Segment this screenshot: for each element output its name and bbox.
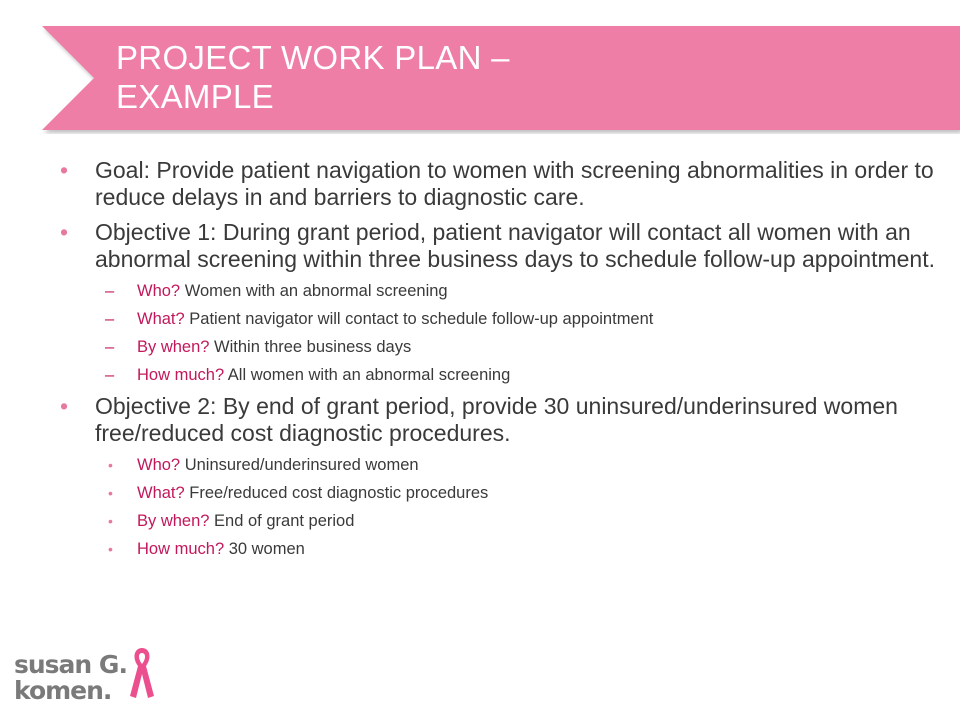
question-label: By when?	[137, 338, 210, 356]
objective1-bullet	[60, 219, 940, 273]
dash-icon: –	[105, 282, 115, 300]
title-line-2: EXAMPLE	[116, 78, 274, 115]
question-label: How much?	[137, 366, 225, 384]
bullet-icon: •	[108, 457, 113, 473]
objective1-who	[60, 281, 940, 301]
goal-text: Goal: Provide patient navigation to women with screening abnormalities in order to reduce delays in and barriers to diagnostic care.	[95, 157, 934, 210]
answer-text: Women with an abnormal screening	[180, 282, 448, 300]
objective1-text: Objective 1: During grant period, patient navigator will contact all women with an abnormal screening within three business days to schedule follow-up appointment.	[95, 219, 935, 272]
objective2-text: Objective 2: By end of grant period, provide 30 uninsured/underinsured women free/reduced cost diagnostic procedures.	[95, 393, 898, 446]
answer-text: Uninsured/underinsured women	[180, 456, 419, 474]
bullet-icon: •	[108, 541, 113, 557]
bullet-icon: •	[60, 157, 69, 183]
title-line-1: PROJECT WORK PLAN –	[116, 39, 510, 76]
answer-text: Within three business days	[209, 338, 412, 356]
goal-bullet	[60, 157, 940, 211]
answer-text: End of grant period	[209, 512, 355, 530]
question-label: What?	[137, 484, 185, 502]
objective1-by-when	[60, 337, 940, 357]
page-title	[116, 38, 716, 116]
bullet-icon: •	[60, 393, 69, 419]
dash-icon: –	[105, 338, 115, 356]
answer-text: 30 women	[224, 540, 305, 558]
logo-line-1: susan G.	[14, 650, 127, 679]
objective2-bullet	[60, 393, 940, 447]
objective2-how-much	[60, 539, 940, 559]
logo-line-2: komen.	[14, 676, 112, 705]
dash-icon: –	[105, 366, 115, 384]
question-label: What?	[137, 310, 185, 328]
answer-text: Free/reduced cost diagnostic procedures	[184, 484, 489, 502]
pink-ribbon-icon	[122, 644, 162, 704]
objective2-by-when	[60, 511, 940, 531]
bullet-icon: •	[60, 219, 69, 245]
question-label: By when?	[137, 512, 210, 530]
question-label: How much?	[137, 540, 225, 558]
objective1-how-much	[60, 365, 940, 385]
answer-text: Patient navigator will contact to schedule follow-up appointment	[184, 310, 654, 328]
objective2-who	[60, 455, 940, 475]
bullet-icon: •	[108, 513, 113, 529]
question-label: Who?	[137, 282, 181, 300]
slide-content	[60, 157, 940, 567]
answer-text: All women with an abnormal screening	[224, 366, 511, 384]
objective1-what	[60, 309, 940, 329]
dash-icon: –	[105, 310, 115, 328]
susan-g-komen-logo	[14, 644, 164, 708]
question-label: Who?	[137, 456, 181, 474]
objective2-what	[60, 483, 940, 503]
bullet-icon: •	[108, 485, 113, 501]
